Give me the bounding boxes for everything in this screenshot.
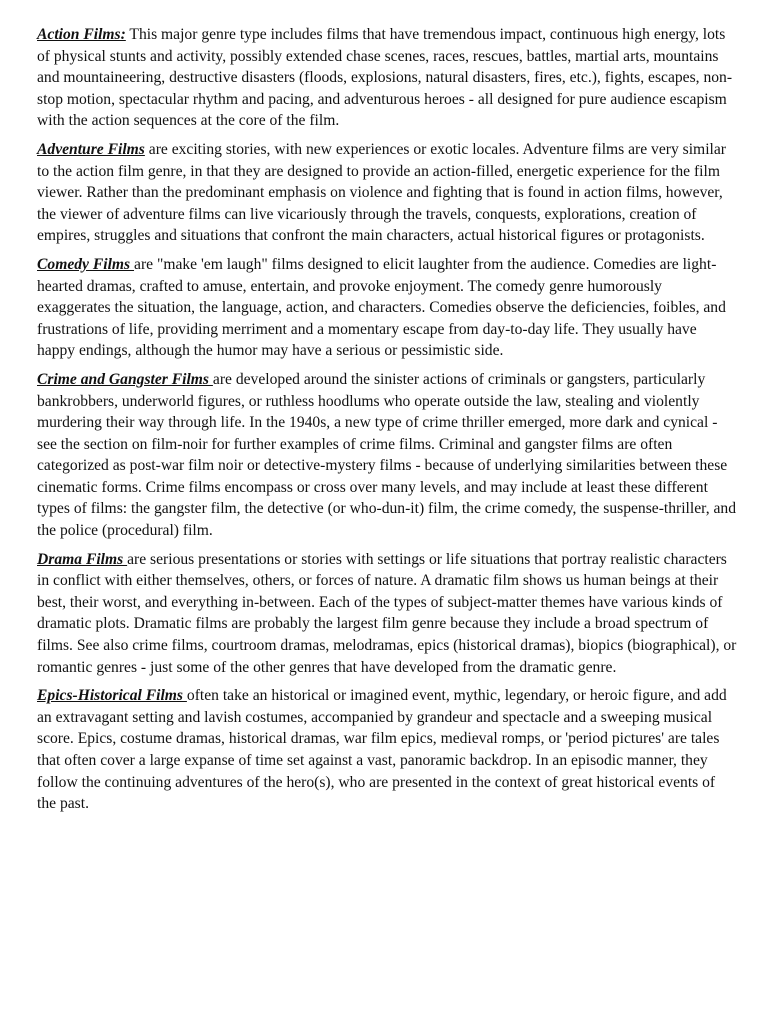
paragraph-text: are exciting stories, with new experiences or exotic locales. Adventure films are very similar to the action film genre, in that they are designed to provide an action-filled, energetic experience for the film viewer. Rather than the predominant emphasis on violence and fighting that is found in action films, however, the viewer of adventure films can live vicariously through the travels, conquests, explorations, creation of empires, struggles and situations that confront the main characters, actual historical figures or protagonists.	[37, 140, 726, 245]
paragraph-action-films	[37, 24, 737, 132]
term-crime-gangster-films: Crime and Gangster Films	[37, 370, 213, 388]
term-adventure-films: Adventure Films	[37, 140, 145, 158]
document-body	[37, 24, 737, 822]
paragraph-drama-films	[37, 549, 737, 679]
paragraph-adventure-films	[37, 139, 737, 247]
term-epics-historical-films: Epics-Historical Films	[37, 687, 187, 705]
paragraph-comedy-films	[37, 254, 737, 362]
term-drama-films: Drama Films	[37, 550, 128, 568]
paragraph-text: often take an historical or imagined event, mythic, legendary, or heroic figure, and add an extravagant setting and lavish costumes, accompanied by grandeur and spectacle and a sweeping musical score. Epics, costume dramas, historical dramas, war film epics, medieval romps, or 'period pictures' are tales that often cover a large expanse of time set against a vast, panoramic backdrop. In an episodic manner, they follow the continuing adventures of the hero(s), who are presented in the context of great historical events of the past.	[37, 687, 727, 813]
paragraph-text: are "make 'em laugh" films designed to elicit laughter from the audience. Comedies are light-hearted dramas, crafted to amuse, entertain, and provoke enjoyment. The comedy genre humorously exaggerates the situation, the language, action, and characters. Comedies observe the deficiencies, foibles, and frustrations of life, providing merriment and a momentary escape from day-to-day life. They usually have happy endings, although the humor may have a serious or pessimistic side.	[37, 255, 726, 360]
paragraph-text: are serious presentations or stories with settings or life situations that portray realistic characters in conflict with either themselves, others, or forces of nature. A dramatic film shows us human beings at their best, their worst, and everything in-between. Each of the types of subject-matter themes have various kinds of dramatic plots. Dramatic films are probably the largest film genre because they include a broad spectrum of films. See also crime films, courtroom dramas, melodramas, epics (historical dramas), biopics (biographical), or romantic genres - just some of the other genres that have developed from the dramatic genre.	[37, 550, 737, 676]
paragraph-epics-historical-films	[37, 685, 737, 815]
paragraph-text: are developed around the sinister actions of criminals or gangsters, particularly bankrobbers, underworld figures, or ruthless hoodlums who operate outside the law, stealing and violently murdering their way through life. In the 1940s, a new type of crime thriller emerged, more dark and cynical - see the section on film-noir for further examples of crime films. Criminal and gangster films are often categorized as post-war film noir or detective-mystery films - because of underlying similarities between these cinematic forms. Crime films encompass or cross over many levels, and may include at least these different types of films: the gangster film, the detective (or who-dun-it) film, the crime comedy, the suspense-thriller, and the police (procedural) film.	[37, 370, 737, 540]
paragraph-crime-gangster-films	[37, 369, 737, 542]
term-action-films: Action Films:	[37, 26, 126, 43]
paragraph-text: This major genre type includes films that have tremendous impact, continuous high energy, lots of physical stunts and activity, possibly extended chase scenes, races, rescues, battles, martial arts, mountains and mountaineering, destructive disasters (floods, explosions, natural disasters, fires, etc.), fights, escapes, non-stop motion, spectacular rhythm and pacing, and adventurous heroes - all designed for pure audience escapism with the action sequences at the core of the film.	[37, 26, 733, 130]
term-comedy-films: Comedy Films	[37, 255, 135, 273]
